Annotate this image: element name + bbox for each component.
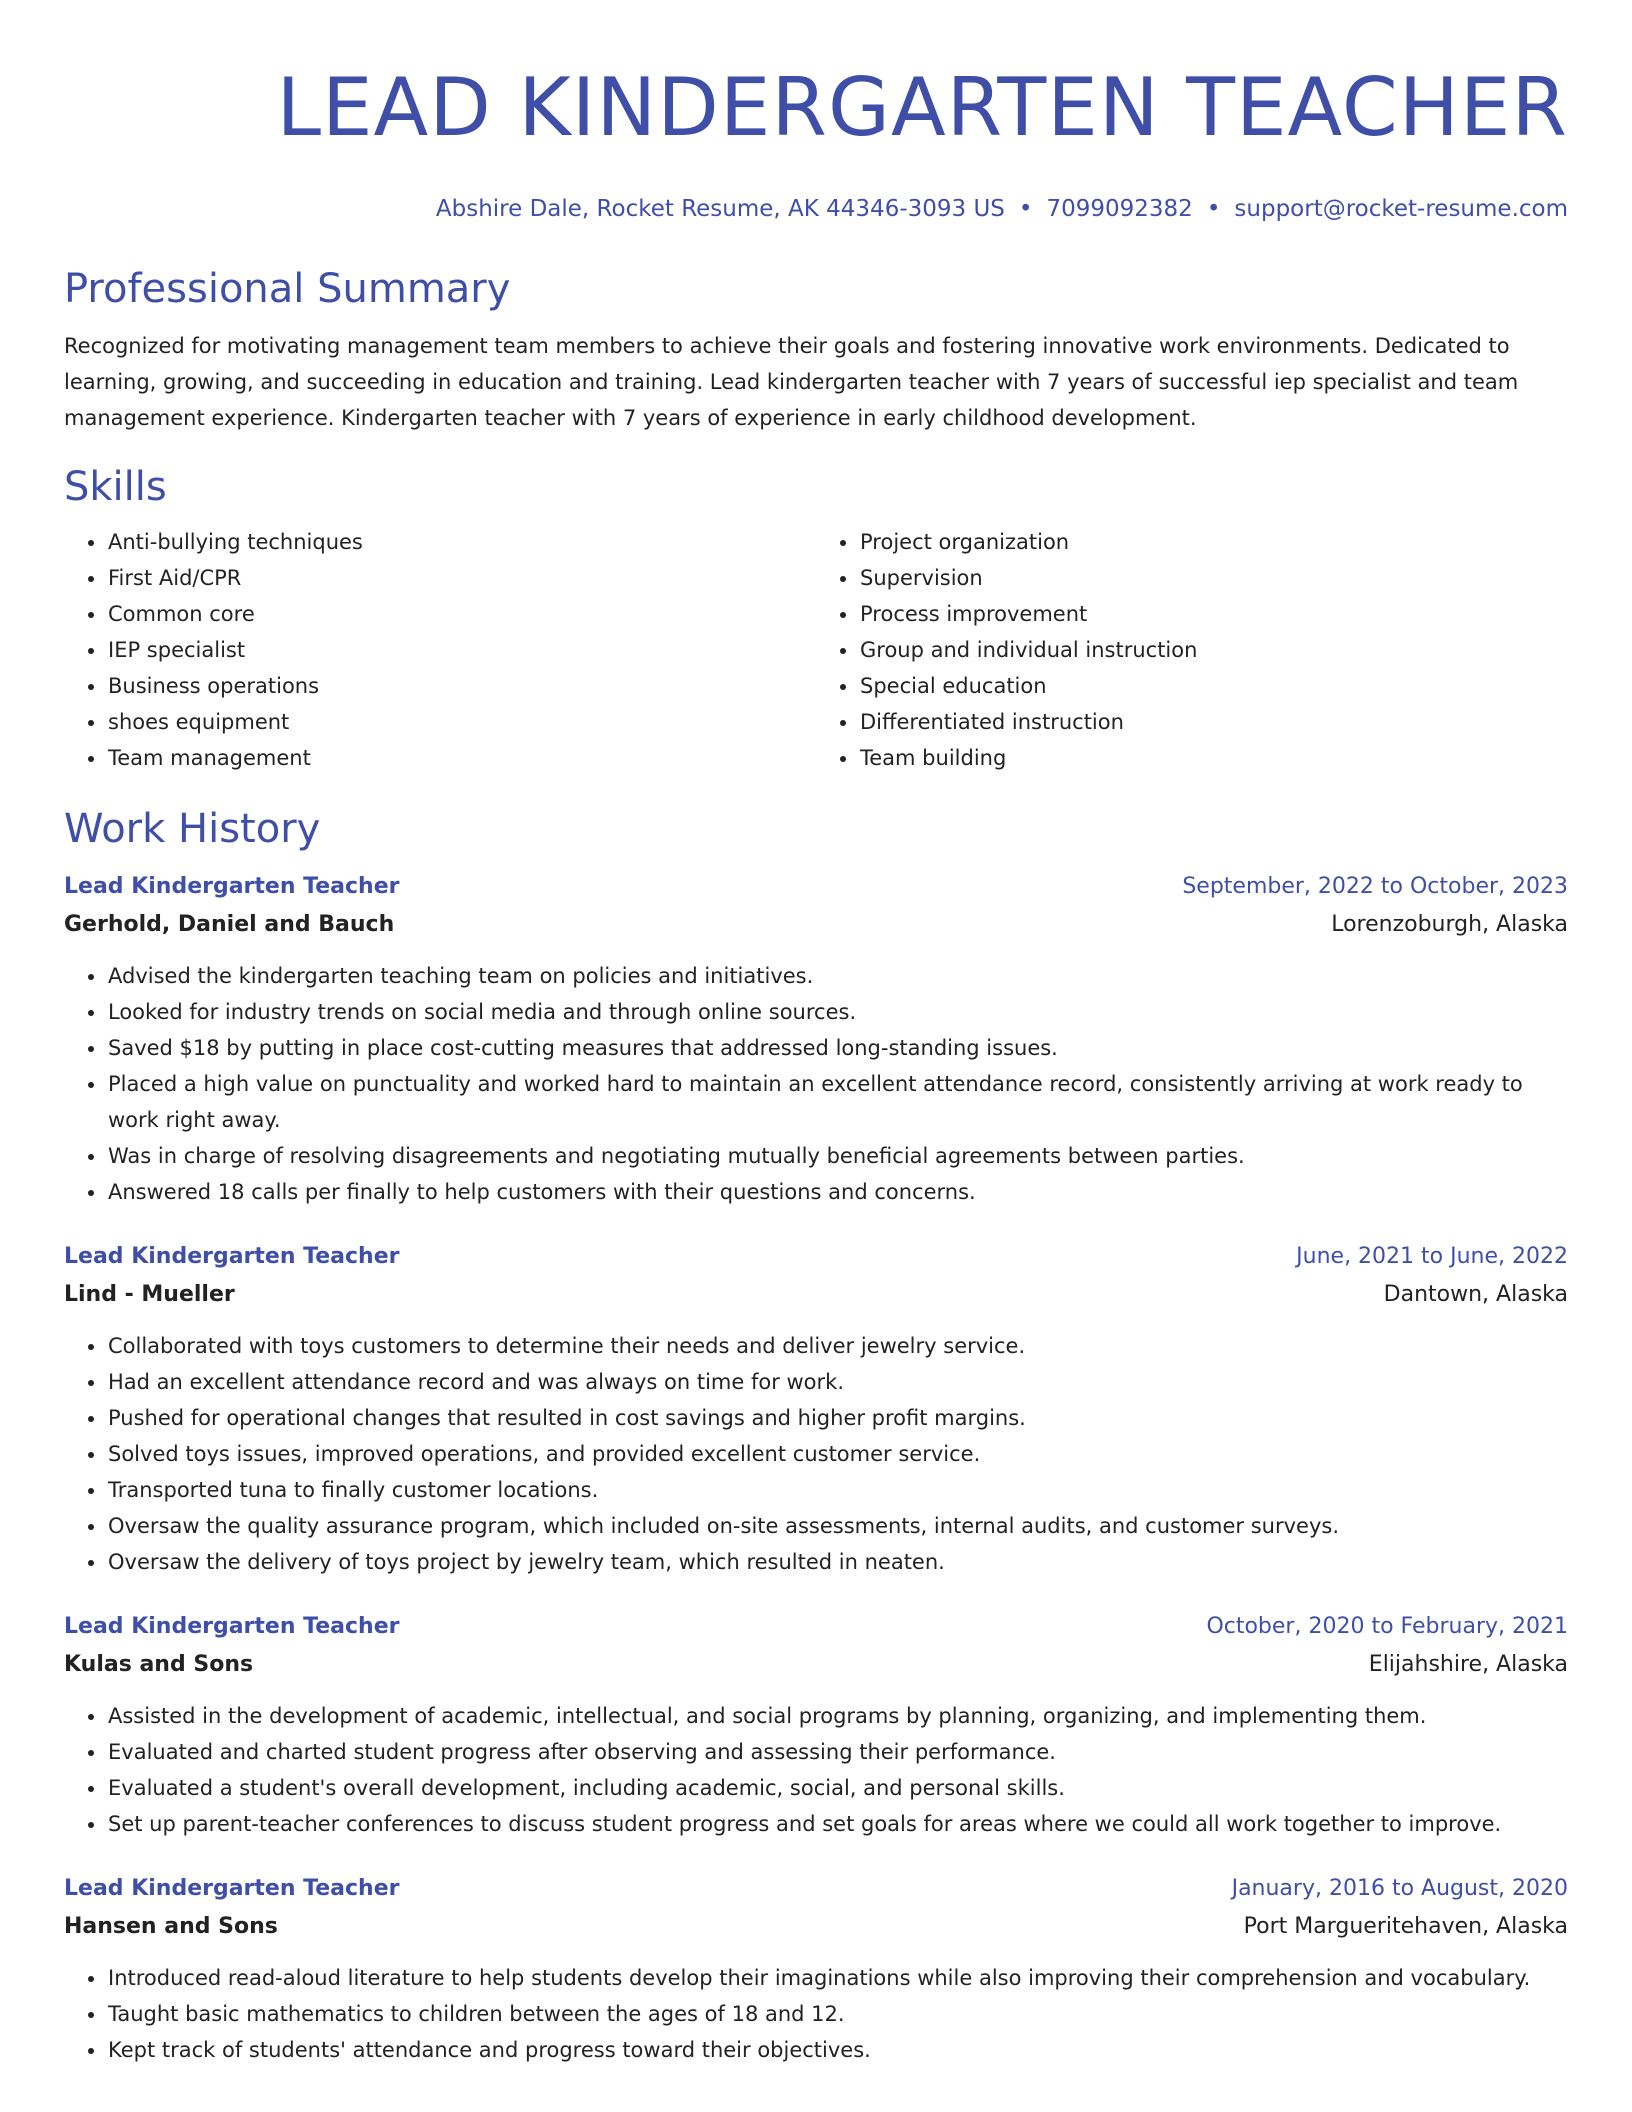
- resume-header: [64, 56, 1568, 224]
- job-bullet: • Was in charge of resolving disagreements and negotiating mutually beneficial agreements between parties.: [107, 1138, 1568, 1174]
- job-bullet: • Oversaw the quality assurance program, which included on-site assessments, internal audits, and customer surveys.: [107, 1508, 1568, 1544]
- skill-item: • Process improvement: [859, 596, 1568, 632]
- job-dates: January, 2016 to August, 2020: [1231, 1876, 1568, 1901]
- job-bullet: • Taught basic mathematics to children between the ages of 18 and 12.: [107, 1996, 1568, 2032]
- job-bullet: • Oversaw the delivery of toys project by jewelry team, which resulted in neaten.: [107, 1544, 1568, 1580]
- skills-heading: Skills: [64, 464, 167, 510]
- job-bullet: • Answered 18 calls per finally to help customers with their questions and concerns.: [107, 1174, 1568, 1210]
- job-entry: [64, 870, 1568, 1210]
- job-employer-line: [64, 1278, 1568, 1312]
- skill-item: • Team management: [107, 740, 816, 776]
- job-bullet: • Assisted in the development of academic, intellectual, and social programs by planning, organizing, and implementing them.: [107, 1698, 1568, 1734]
- job-bullets: [64, 1328, 1568, 1580]
- summary-text: Recognized for motivating management team members to achieve their goals and fostering innovative work environments. Dedicated to learning, growing, and succeeding in education and training. Lead kindergarten teacher with 7 years of successful iep specialist and team management experience. Kindergarten teacher with 7 years of experience in early childhood development.: [64, 334, 1519, 430]
- job-bullet: • Saved $18 by putting in place cost-cutting measures that addressed long-standing issues.: [107, 1030, 1568, 1066]
- job-title: Lead Kindergarten Teacher: [64, 1876, 400, 1901]
- job-employer-line: [64, 1910, 1568, 1944]
- skill-item: • Team building: [859, 740, 1568, 776]
- skill-item: • Anti-bullying techniques: [107, 524, 816, 560]
- job-entry: [64, 1610, 1568, 1842]
- job-entry: [64, 1872, 1568, 2068]
- skill-item: • Special education: [859, 668, 1568, 704]
- skills-list: [64, 524, 1568, 776]
- skills-column-left: [64, 524, 816, 776]
- job-entry: [64, 1240, 1568, 1580]
- contact-line: [64, 194, 1568, 224]
- skill-item: • Differentiated instruction: [859, 704, 1568, 740]
- job-employer-line: [64, 908, 1568, 942]
- job-title: Lead Kindergarten Teacher: [64, 874, 400, 899]
- job-bullet: • Advised the kindergarten teaching team on policies and initiatives.: [107, 958, 1568, 994]
- job-bullet: • Kept track of students' attendance and progress toward their objectives.: [107, 2032, 1568, 2068]
- job-location: Elijahshire, Alaska: [1368, 1652, 1568, 1677]
- skill-item: • First Aid/CPR: [107, 560, 816, 596]
- job-bullet: • Had an excellent attendance record and was always on time for work.: [107, 1364, 1568, 1400]
- work-history-heading: Work History: [64, 806, 321, 852]
- skill-item: • Project organization: [859, 524, 1568, 560]
- skill-item: • IEP specialist: [107, 632, 816, 668]
- page-title: LEAD KINDERGARTEN TEACHER: [276, 61, 1568, 154]
- contact-address: Abshire Dale, Rocket Resume, AK 44346-3093 US: [435, 196, 1005, 222]
- job-bullet: • Evaluated a student's overall development, including academic, social, and personal skills.: [107, 1770, 1568, 1806]
- job-title: Lead Kindergarten Teacher: [64, 1244, 400, 1269]
- skill-item: • shoes equipment: [107, 704, 816, 740]
- job-bullets: [64, 1698, 1568, 1842]
- job-header: [64, 1610, 1568, 1644]
- job-location: Port Margueritehaven, Alaska: [1243, 1914, 1568, 1939]
- job-title: Lead Kindergarten Teacher: [64, 1614, 400, 1639]
- job-location: Lorenzoburgh, Alaska: [1331, 912, 1568, 937]
- job-bullets: [64, 958, 1568, 1210]
- job-bullet: • Placed a high value on punctuality and worked hard to maintain an excellent attendance record, consistently arriving at work ready to work right away.: [107, 1066, 1568, 1138]
- job-header: [64, 870, 1568, 904]
- contact-separator: •: [1206, 196, 1221, 222]
- contact-separator: •: [1018, 196, 1033, 222]
- skill-item: • Group and individual instruction: [859, 632, 1568, 668]
- job-bullet: • Transported tuna to finally customer locations.: [107, 1472, 1568, 1508]
- job-bullet: • Pushed for operational changes that resulted in cost savings and higher profit margins.: [107, 1400, 1568, 1436]
- job-bullet: • Looked for industry trends on social media and through online sources.: [107, 994, 1568, 1030]
- job-dates: September, 2022 to October, 2023: [1182, 874, 1568, 899]
- skill-item: • Supervision: [859, 560, 1568, 596]
- skills-column-right: [816, 524, 1568, 776]
- job-company: Hansen and Sons: [64, 1914, 278, 1939]
- job-company: Kulas and Sons: [64, 1652, 254, 1677]
- job-company: Lind - Mueller: [64, 1282, 235, 1307]
- job-bullet: • Solved toys issues, improved operations, and provided excellent customer service.: [107, 1436, 1568, 1472]
- job-company: Gerhold, Daniel and Bauch: [64, 912, 395, 937]
- job-header: [64, 1872, 1568, 1906]
- contact-phone: 7099092382: [1046, 196, 1193, 222]
- job-bullet: • Introduced read-aloud literature to help students develop their imaginations while also improving their comprehension and vocabulary.: [107, 1960, 1568, 1996]
- skill-item: • Common core: [107, 596, 816, 632]
- job-bullets: [64, 1960, 1568, 2068]
- skill-item: • Business operations: [107, 668, 816, 704]
- summary-heading: Professional Summary: [64, 266, 511, 312]
- job-dates: June, 2021 to June, 2022: [1296, 1244, 1568, 1269]
- job-dates: October, 2020 to February, 2021: [1206, 1614, 1568, 1639]
- job-bullet: • Evaluated and charted student progress after observing and assessing their performance.: [107, 1734, 1568, 1770]
- contact-email: support@rocket-resume.com: [1234, 196, 1568, 222]
- job-bullet: • Set up parent-teacher conferences to discuss student progress and set goals for areas where we could all work together to improve.: [107, 1806, 1568, 1842]
- job-bullet: • Collaborated with toys customers to determine their needs and deliver jewelry service.: [107, 1328, 1568, 1364]
- job-header: [64, 1240, 1568, 1274]
- job-location: Dantown, Alaska: [1383, 1282, 1568, 1307]
- job-employer-line: [64, 1648, 1568, 1682]
